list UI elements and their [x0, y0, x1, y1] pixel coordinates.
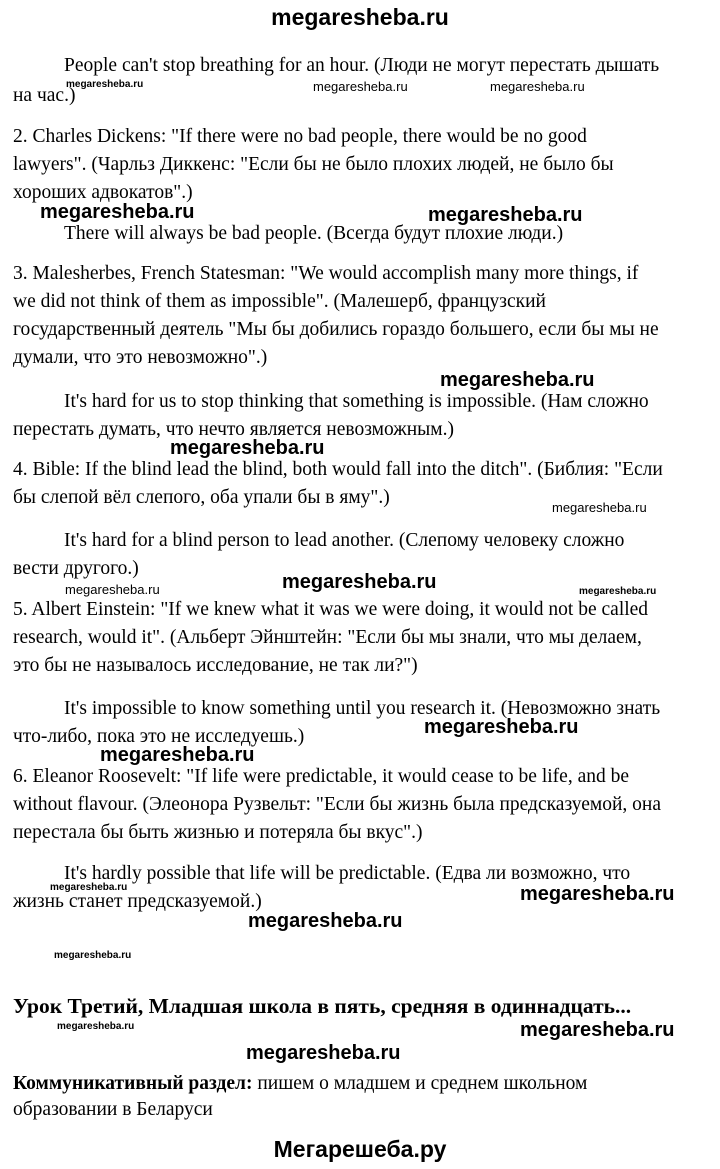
text-line: It's impossible to know something until you research it. (Невозможно знать [64, 698, 661, 719]
text-line: 5. Albert Einstein: "If we knew what it was we were doing, it would not be called [13, 599, 649, 620]
section-text: пишем о младшем и среднем школьном [252, 1073, 588, 1094]
text-line: вести другого.) [13, 558, 139, 579]
watermark: megaresheba.ru [552, 500, 647, 515]
text-line: research, would it". (Альберт Эйнштейн: "Если бы мы знали, что мы делаем, [13, 627, 642, 648]
site-header: megaresheba.ru [271, 4, 449, 30]
text-line: It's hard for us to stop thinking that something is impossible. (Нам сложно [64, 391, 649, 412]
text-line: перестала бы быть жизнью и потеряла бы вкус".) [13, 822, 423, 843]
watermark: megaresheba.ru [54, 950, 132, 961]
watermark: megaresheba.ru [50, 882, 128, 893]
section-label: Коммуникативный раздел: [13, 1073, 253, 1094]
watermark: megaresheba.ru [40, 201, 195, 223]
watermark: megaresheba.ru [248, 910, 403, 932]
section-line-2: образовании в Беларуси [13, 1099, 213, 1120]
section-line [13, 1074, 587, 1094]
text-line: на час.) [13, 85, 76, 106]
text-line: It's hardly possible that life will be predictable. (Едва ли возможно, что [64, 863, 631, 884]
text-line: жизнь станет предсказуемой.) [13, 891, 262, 912]
text-line: это бы не называлось исследование, не так ли?") [13, 655, 418, 676]
watermark: megaresheba.ru [246, 1042, 401, 1064]
text-line: People can't stop breathing for an hour. (Люди не могут перестать дышать [64, 55, 660, 76]
text-line: государственный деятель "Мы бы добились гораздо большего, если бы мы не [13, 319, 659, 340]
text-line: we did not think of them as impossible". (Малешерб, французский [13, 291, 546, 312]
watermark: megaresheba.ru [66, 79, 144, 90]
watermark: megaresheba.ru [440, 369, 595, 391]
text-line: бы слепой вёл слепого, оба упали бы в яму".) [13, 487, 390, 508]
text-line: хороших адвокатов".) [13, 182, 193, 203]
watermark: megaresheba.ru [428, 204, 583, 226]
text-line: 6. Eleanor Roosevelt: "If life were predictable, it would cease to be life, and be [13, 766, 630, 787]
lesson-heading: Урок Третий, Младшая школа в пять, средняя в одиннадцать... [13, 994, 632, 1018]
watermark: megaresheba.ru [490, 79, 585, 94]
text-line: 3. Malesherbes, French Statesman: "We would accomplish many more things, if [13, 263, 639, 284]
watermark: megaresheba.ru [100, 744, 255, 766]
text-line: lawyers". (Чарльз Диккенс: "Если бы не было плохих людей, не было бы [13, 154, 614, 175]
watermark: megaresheba.ru [520, 1019, 675, 1041]
text-line: without flavour. (Элеонора Рузвельт: "Если бы жизнь была предсказуемой, она [13, 794, 662, 815]
watermark: megaresheba.ru [57, 1021, 135, 1032]
watermark: megaresheba.ru [520, 883, 675, 905]
watermark: megaresheba.ru [65, 582, 160, 597]
text-line: что-либо, пока это не исследуешь.) [13, 726, 305, 747]
text-line: перестать думать, что нечто является невозможным.) [13, 419, 454, 440]
watermark: megaresheba.ru [170, 437, 325, 459]
watermark: megaresheba.ru [282, 571, 437, 593]
text-line: 2. Charles Dickens: "If there were no bad people, there would be no good [13, 126, 587, 147]
watermark: megaresheba.ru [579, 586, 657, 597]
text-line: There will always be bad people. (Всегда будут плохие люди.) [64, 223, 564, 244]
site-footer: Мегарешеба.ру [273, 1136, 447, 1162]
watermark: megaresheba.ru [424, 716, 579, 738]
watermark: megaresheba.ru [313, 79, 408, 94]
text-line: думали, что это невозможно".) [13, 347, 268, 368]
text-line: 4. Bible: If the blind lead the blind, both would fall into the ditch". (Библия: "Если [13, 459, 663, 480]
text-line: It's hard for a blind person to lead another. (Слепому человеку сложно [64, 530, 625, 551]
